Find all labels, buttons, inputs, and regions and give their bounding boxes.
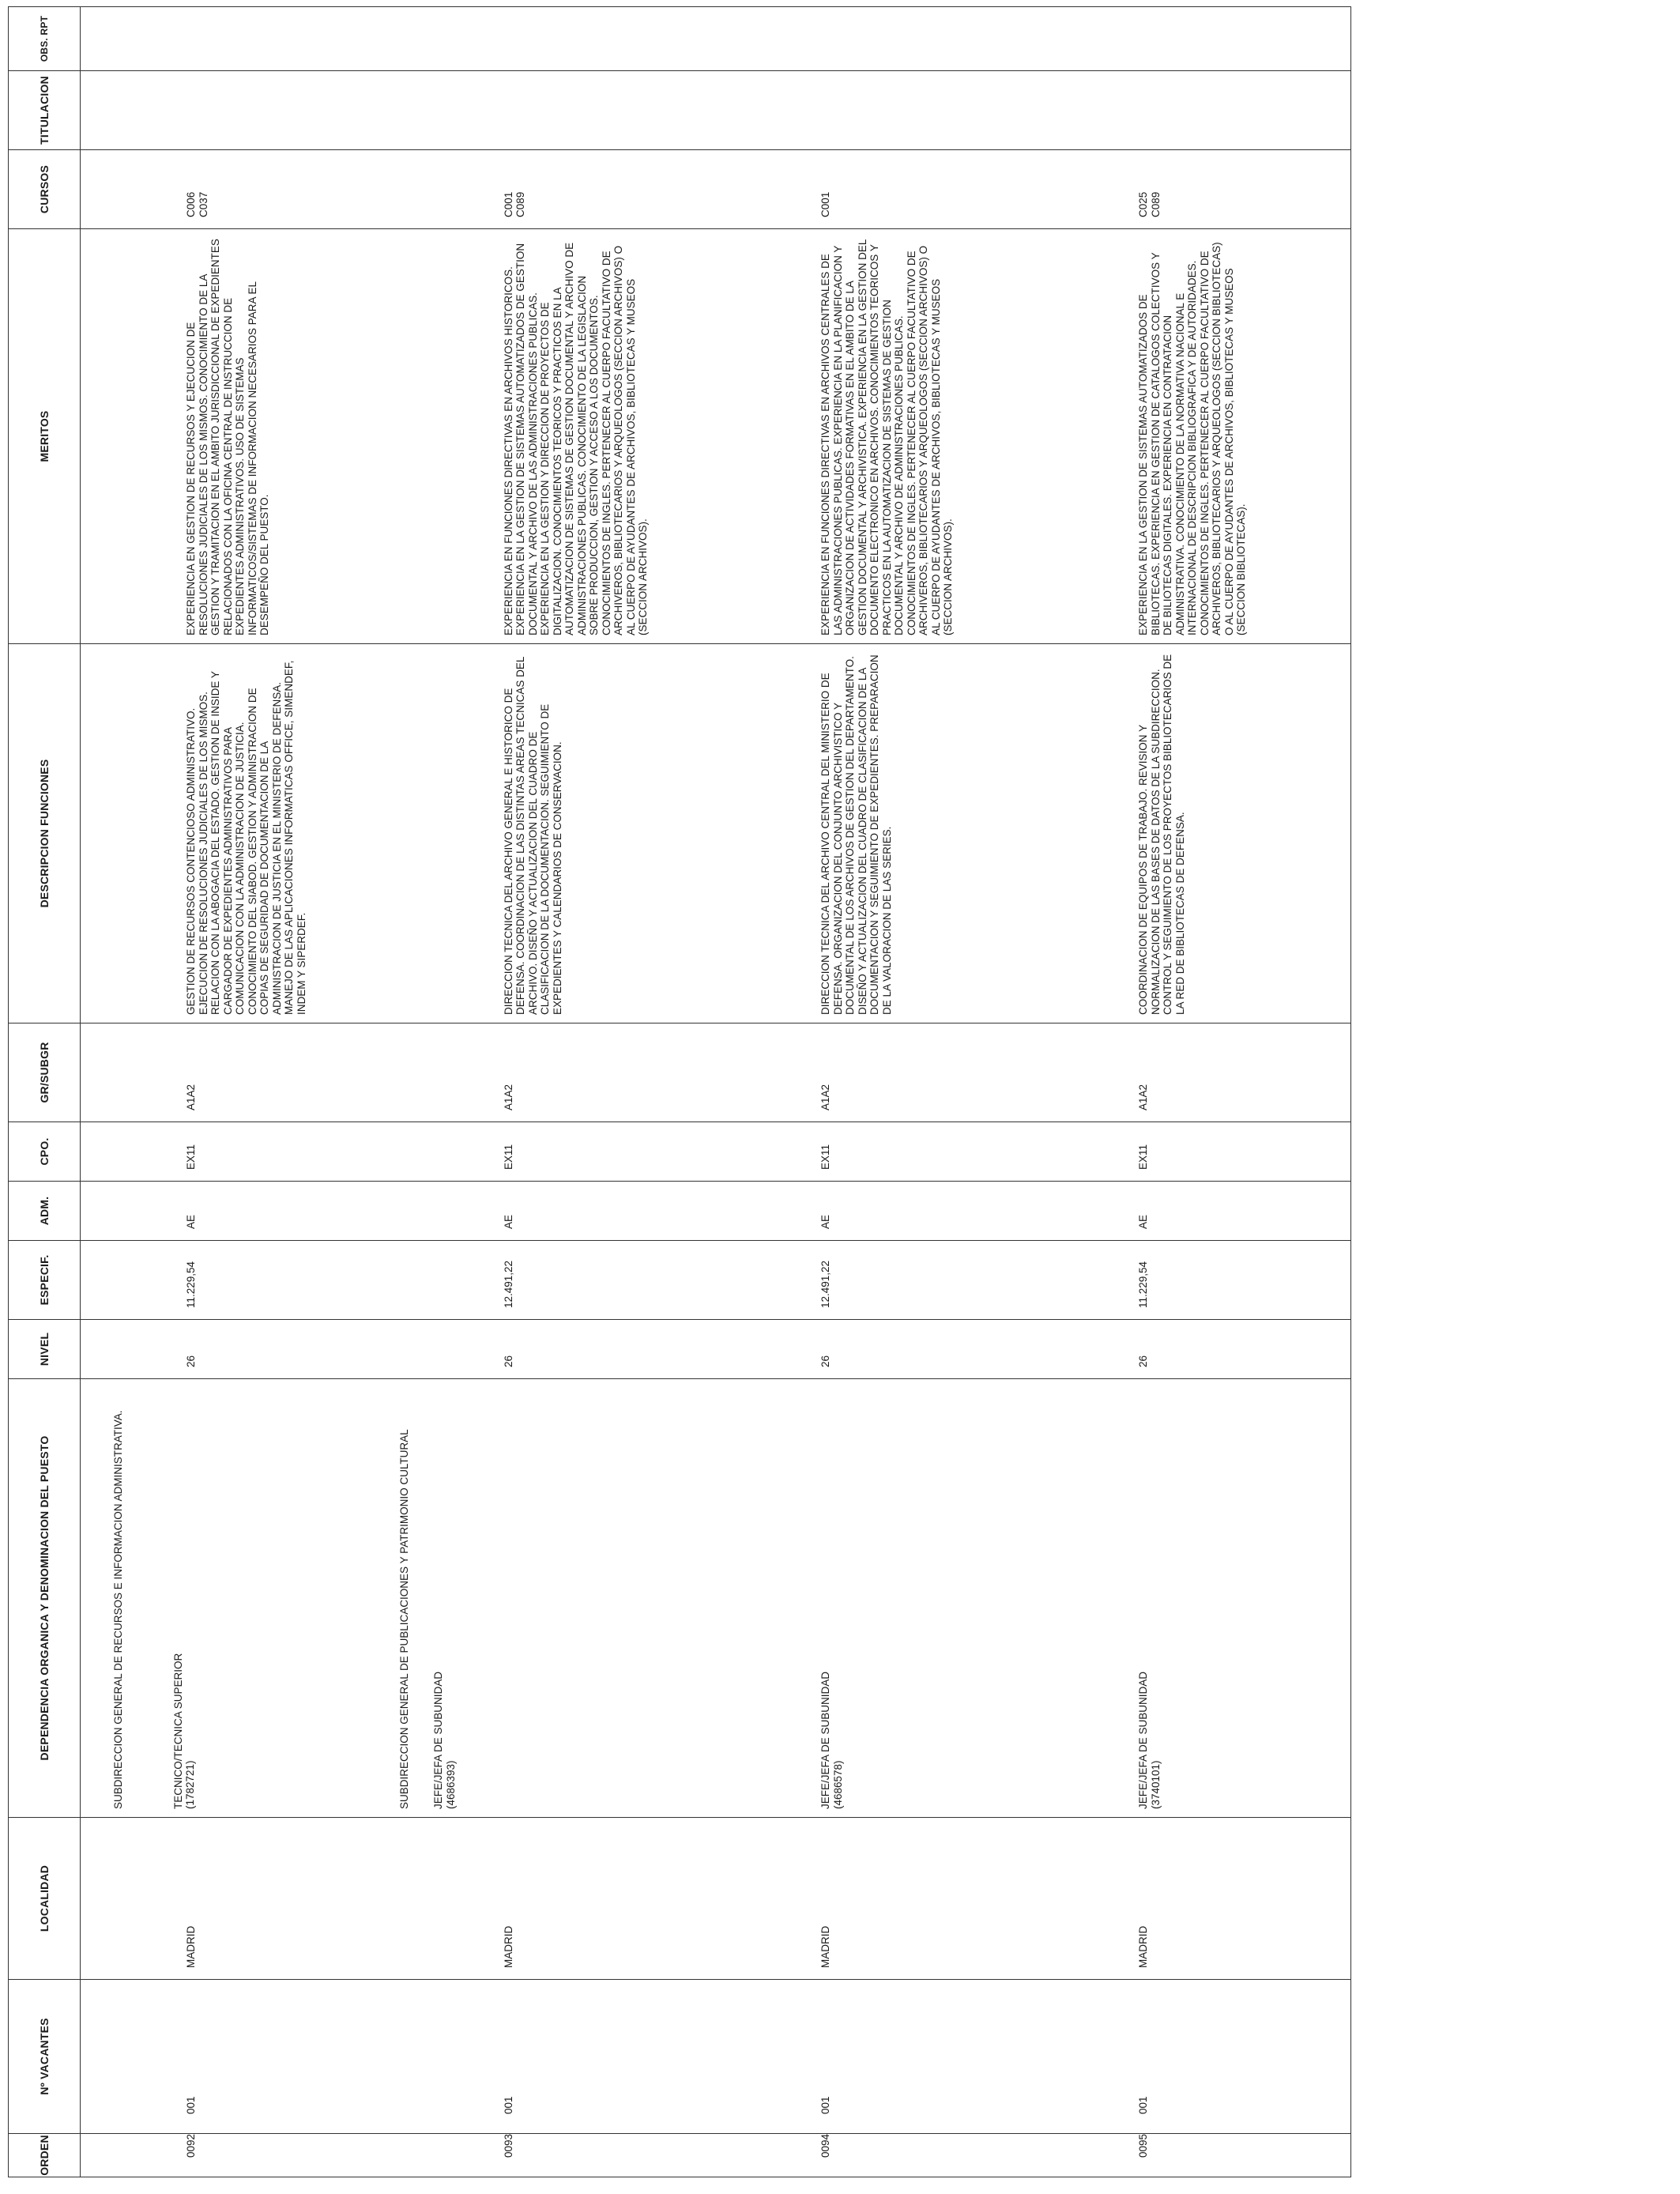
col-adm: ADM. — [9, 1182, 81, 1241]
col-orden: ORDEN — [9, 2134, 81, 2177]
table-row — [715, 7, 1033, 2177]
localidad-cell: MADRID — [81, 1818, 398, 1980]
nivel-cell: 26 — [81, 1320, 398, 1379]
curso-code: C037 — [197, 191, 209, 217]
curso-code: C025 — [1137, 191, 1150, 217]
obs-cell — [715, 7, 1033, 71]
grupo-cell: A1A2 — [1033, 1023, 1350, 1122]
puesto-name: JEFE/JEFA DE SUBUNIDAD — [1137, 1671, 1150, 1809]
funciones-cell: COORDINACION DE EQUIPOS DE TRABAJO. REVISION Y NORMALIZACION DE LAS BASES DE DATOS DE LA SUBDIRECCION. CONTROL Y SEGUIMIENTO DE LOS PROYECTOS BIBLIOTECARIOS DE LA RED DE BIBLIOTECAS DE DEFENSA. — [1033, 644, 1350, 1023]
titulacion-cell — [398, 71, 716, 150]
curso-code: C089 — [1149, 191, 1162, 217]
col-obs: OBS. RPT — [9, 7, 81, 71]
puesto-name: JEFE/JEFA DE SUBUNIDAD — [432, 1671, 445, 1809]
dependencia-cell — [398, 1379, 716, 1818]
table-row — [81, 7, 398, 2177]
orden-cell: 0093 — [398, 2134, 716, 2177]
nivel-cell: 26 — [715, 1320, 1033, 1379]
curso-code: C001 — [819, 191, 832, 217]
col-localidad: LOCALIDAD — [9, 1818, 81, 1980]
orden-cell: 0092 — [81, 2134, 398, 2177]
table-row — [1033, 7, 1350, 2177]
funciones-cell: DIRECCION TECNICA DEL ARCHIVO GENERAL E HISTORICO DE DEFENSA. COORDINACION DE LAS DISTINTAS AREAS TECNICAS DEL ARCHIVO. DISEÑO Y ACTUALIZACION DEL CUADRO DE CLASIFICACION DE LA DOCUMENTACION. SEGUIMIENTO DE EXPEDIENTES Y CALENDARIOS DE CONSERVACION. — [398, 644, 716, 1023]
especif-cell: 12.491,22 — [398, 1241, 716, 1320]
grupo-cell: A1A2 — [715, 1023, 1033, 1122]
col-grupo: GR/SUBGR — [9, 1023, 81, 1122]
obs-cell — [1033, 7, 1350, 71]
adm-cell: AE — [81, 1182, 398, 1241]
cursos-cell — [715, 150, 1033, 229]
puesto-code: (3740101) — [1149, 1760, 1162, 1809]
table-row — [398, 7, 716, 2177]
cpo-cell: EX11 — [81, 1122, 398, 1182]
cpo-cell: EX11 — [398, 1122, 716, 1182]
header-row — [9, 7, 81, 2177]
vacantes-cell: 001 — [81, 1980, 398, 2134]
meritos-cell: EXPERIENCIA EN LA GESTION DE SISTEMAS AUTOMATIZADOS DE BIBLIOTECAS. EXPERIENCIA EN GESTION DE CATALOGOS COLECTIVOS Y DE BILIOTECAS DIGITALES. EXPERIENCIA EN CONTRATACION ADMINISTRATIVA. CONOCIMIENTO DE LA NORMATIVA NACIONAL E INTERNACIONAL DE DESCRIPCION BIBLIOGRAFICA Y DE AUTORIDADES. CONOCIMIENTOS DE INGLES. PERTENECER AL CUERPO FACULTATIVO DE ARCHIVEROS, BIBLIOTECARIOS Y ARQUEOLOGOS (SECCION BIBLIOTECAS) O AL CUERPO DE AYUDANTES DE ARCHIVOS, BIBLIOTECAS Y MUSEOS (SECCION BIBLIOTECAS). — [1033, 229, 1350, 644]
dependencia-cell — [81, 1379, 398, 1818]
puesto-name: TECNICO/TECNICA SUPERIOR — [171, 1653, 184, 1809]
localidad-cell: MADRID — [398, 1818, 716, 1980]
adm-cell: AE — [398, 1182, 716, 1241]
cursos-cell — [1033, 150, 1350, 229]
col-titulacion: TITULACION — [9, 71, 81, 150]
col-dependencia: DEPENDENCIA ORGANICA Y DENOMINACION DEL PUESTO — [9, 1379, 81, 1818]
col-nivel: NIVEL — [9, 1320, 81, 1379]
col-vacantes: Nº VACANTES — [9, 1980, 81, 2134]
section-heading: SUBDIRECCION GENERAL DE RECURSOS E INFORMACION ADMINISTRATIVA. — [112, 1410, 124, 1809]
obs-cell — [81, 7, 398, 71]
titulacion-cell — [715, 71, 1033, 150]
orden-cell: 0094 — [715, 2134, 1033, 2177]
funciones-cell: DIRECCION TECNICA DEL ARCHIVO CENTRAL DEL MINISTERIO DE DEFENSA. ORGANIZACION DEL CONJUNTO ARCHIVISTICO Y DOCUMENTAL DE LOS ARCHIVOS DE GESTION DEL DEPARTAMENTO. DISEÑO Y ACTUALIZACION DEL CUADRO DE CLASIFICACION DE LA DOCUMENTACION Y SEGUIMIENTO DE EXPEDIENTES. PREPARACION DE LA VALORACION DE LAS SERIES. — [715, 644, 1033, 1023]
col-funciones: DESCRIPCION FUNCIONES — [9, 644, 81, 1023]
puesto-code: (1782721) — [184, 1760, 196, 1809]
orden-cell: 0095 — [1033, 2134, 1350, 2177]
obs-cell — [398, 7, 716, 71]
especif-cell: 11.229,54 — [1033, 1241, 1350, 1320]
funciones-cell: GESTION DE RECURSOS CONTENCIOSO ADMINISTRATIVO. EJECUCION DE RESOLUCIONES JUDICIALES DE LOS MISMOS. RELACION CON LA ABOGACIA DEL ESTADO. GESTION DE INSIDE Y CARGADOR DE EXPEDIENTES ADMINISTRATIVOS PARA COMUNICACION CON LA ADMINISTRACION DE JUSTICIA. CONOCIMIENTO DEL SIABOD. GESTION Y ADMINISTRACION DE COPIAS DE SEGURIDAD DE DOCUMENTACION DE LA ADMINISTRACION DE JUSTICIA EN EL MINISTERIO DE DEFENSA. MANEJO DE LAS APLICACIONES INFORMATICAS OFFICE, SIMENDEF, INDEM Y SIPERDEF. — [81, 644, 398, 1023]
section-heading: SUBDIRECCION GENERAL DE PUBLICACIONES Y PATRIMONIO CULTURAL — [397, 1429, 410, 1809]
curso-code: C089 — [514, 191, 527, 217]
dependencia-cell — [1033, 1379, 1350, 1818]
especif-cell: 11.229,54 — [81, 1241, 398, 1320]
localidad-cell: MADRID — [1033, 1818, 1350, 1980]
col-meritos: MERITOS — [9, 229, 81, 644]
cpo-cell: EX11 — [715, 1122, 1033, 1182]
col-especif: ESPECIF. — [9, 1241, 81, 1320]
puesto-name: JEFE/JEFA DE SUBUNIDAD — [819, 1671, 832, 1809]
vacantes-cell: 001 — [1033, 1980, 1350, 2134]
titulacion-cell — [1033, 71, 1350, 150]
nivel-cell: 26 — [398, 1320, 716, 1379]
vacancies-table — [8, 6, 1351, 2177]
vacantes-cell: 001 — [398, 1980, 716, 2134]
grupo-cell: A1A2 — [81, 1023, 398, 1122]
dependencia-cell — [715, 1379, 1033, 1818]
nivel-cell: 26 — [1033, 1320, 1350, 1379]
adm-cell: AE — [715, 1182, 1033, 1241]
meritos-cell: EXPERIENCIA EN FUNCIONES DIRECTIVAS EN ARCHIVOS HISTORICOS. EXPERIENCIA EN LA GESTION DE SISTEMAS AUTOMATIZADOS DE GESTION DOCUMENTAL Y ARCHIVO DE LAS ADMINISTRACIONES PUBLICAS. EXPERIENCIA EN LA GESTION Y DIRECCION DE PROYECTOS DE DIGITALIZACION. CONOCIMIENTOS TEORICOS Y PRACTICOS EN LA AUTOMATIZACION DE SISTEMAS DE GESTION DOCUMENTAL Y ARCHIVO DE ADMINISTRACIONES PUBLICAS. CONOCIMIENTO DE LA LEGISLACION SOBRE PRODUCCION, GESTION Y ACCESO A LOS DOCUMENTOS. CONOCIMIENTOS DE INGLES. PERTENECER AL CUERPO FACULTATIVO DE ARCHIVEROS, BIBLIOTECARIOS Y ARQUEOLOGOS (SECCION ARCHIVOS) O AL CUERPO DE AYUDANTES DE ARCHIVOS, BIBLIOTECAS Y MUSEOS (SECCION ARCHIVOS). — [398, 229, 716, 644]
col-cpo: CPO. — [9, 1122, 81, 1182]
localidad-cell: MADRID — [715, 1818, 1033, 1980]
curso-code: C006 — [185, 191, 197, 217]
titulacion-cell — [81, 71, 398, 150]
especif-cell: 12.491,22 — [715, 1241, 1033, 1320]
cpo-cell: EX11 — [1033, 1122, 1350, 1182]
puesto-code: (4686578) — [831, 1760, 844, 1809]
curso-code: C001 — [502, 191, 514, 217]
meritos-cell: EXPERIENCIA EN FUNCIONES DIRECTIVAS EN ARCHIVOS CENTRALES DE LAS ADMINISTRACIONES PUBLICAS. EXPERIENCIA EN LA PLANIFICACION Y ORGANIZACION DE ACTIVIDADES FORMATIVAS EN EL AMBITO DE LA GESTION DOCUMENTAL Y ARCHIVISTICA. EXPERIENCIA EN LA GESTION DEL DOCUMENTO ELECTRONICO EN ARCHIVOS. CONOCIMIENTOS TEORICOS Y PRACTICOS EN LA AUTOMATIZACION DE SISTEMAS DE GESTION DOCUMENTAL Y ARCHIVO DE ADMINISTRACIONES PUBLICAS. CONOCIMIENTOS DE INGLES. PERTENECER AL CUERPO FACULTATIVO DE ARCHIVEROS, BIBLIOTECARIOS Y ARQUEOLOGOS (SECCION ARCHIVOS) O AL CUERPO DE AYUDANTES DE ARCHIVOS, BIBLIOTECAS Y MUSEOS (SECCION ARCHIVOS). — [715, 229, 1033, 644]
cursos-cell — [81, 150, 398, 229]
grupo-cell: A1A2 — [398, 1023, 716, 1122]
cursos-cell — [398, 150, 716, 229]
col-cursos: CURSOS — [9, 150, 81, 229]
meritos-cell: EXPERIENCIA EN GESTION DE RECURSOS Y EJECUCION DE RESOLUCIONES JUDICIALES DE LOS MISMOS. CONOCIMIENTO DE LA GESTION Y TRAMITACION EN EL AMBITO JURISDICCIONAL DE EXPEDIENTES RELACIONADOS CON LA OFICINA CENTRAL DE INSTRUCCION DE EXPEDIENTES ADMINISTRATIVOS. USO DE SISTEMAS INFORMATICOS/SISTEMAS DE INFORMACION NECESARIOS PARA EL DESEMPEÑO DEL PUESTO. — [81, 229, 398, 644]
rpt-sheet — [8, 7, 1351, 2177]
adm-cell: AE — [1033, 1182, 1350, 1241]
puesto-code: (4686393) — [444, 1760, 457, 1809]
vacantes-cell: 001 — [715, 1980, 1033, 2134]
